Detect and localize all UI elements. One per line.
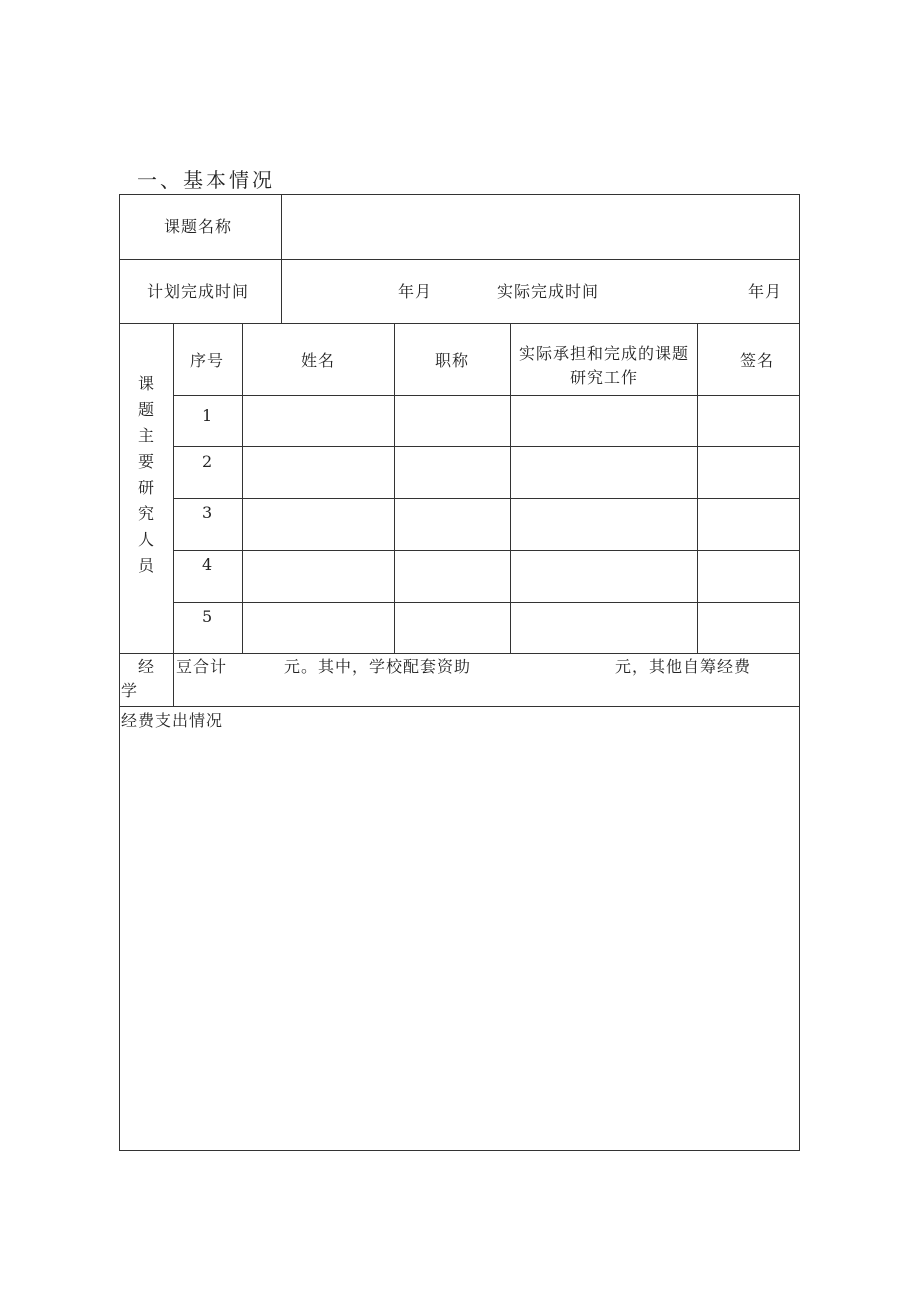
row-divider [173,446,800,447]
planned-time-unit: 年月 [398,282,433,301]
member-signature-cell[interactable] [702,555,795,597]
row-divider [173,395,800,396]
members-label-char: 题 [137,400,154,419]
members-label-char: 研 [137,478,154,497]
member-work-cell[interactable] [515,607,692,649]
member-title-cell[interactable] [399,555,505,597]
expense-label: 经费支出情况 [121,711,224,730]
project-name-field[interactable] [290,216,790,238]
header-index: 序号 [190,351,225,370]
members-label-char: 人 [137,530,154,549]
member-work-cell[interactable] [515,451,692,493]
project-name-label: 课题名称 [164,217,233,236]
row-divider [119,259,800,260]
row-divider [119,653,800,654]
row-divider [173,602,800,603]
members-label-char: 主 [137,426,154,445]
member-title-cell[interactable] [399,400,505,442]
row-divider [173,498,800,499]
row-divider [173,550,800,551]
col-divider [697,323,698,653]
funding-total-suffix: 元。其中，学校配套资助 [284,657,472,676]
member-work-cell[interactable] [515,503,692,545]
header-work: 实际承担和完成的课题研究工作 [518,344,689,387]
member-title-cell[interactable] [399,503,505,545]
member-work-cell[interactable] [515,400,692,442]
header-signature: 签名 [740,351,775,370]
row-index-4: 4 [202,555,214,574]
row-index-1: 1 [202,406,214,425]
funding-label-line2: 学 [121,681,139,700]
row-divider [119,706,800,707]
member-name-cell[interactable] [247,503,389,545]
col-divider [394,323,395,653]
row-index-3: 3 [202,503,214,522]
member-signature-cell[interactable] [702,451,795,493]
member-name-cell[interactable] [247,607,389,649]
members-section-label [134,371,158,579]
actual-time-label: 实际完成时间 [497,282,600,301]
members-label-char: 究 [137,504,154,523]
funding-label-line1: 经 [138,657,156,676]
member-name-cell[interactable] [247,451,389,493]
members-label-char: 员 [137,556,154,575]
funding-total-prefix: 豆合计 [176,657,228,676]
member-name-cell[interactable] [247,400,389,442]
member-name-cell[interactable] [247,555,389,597]
col-divider [242,323,243,653]
col-divider [173,323,174,706]
planned-time-label: 计划完成时间 [147,282,250,301]
header-title: 职称 [435,351,470,370]
col-divider [281,194,282,323]
member-title-cell[interactable] [399,607,505,649]
member-signature-cell[interactable] [702,607,795,649]
funding-other-prefix: 元，其他自筹经费 [615,657,752,676]
expense-field[interactable] [125,738,793,1143]
row-index-5: 5 [202,607,214,626]
members-label-char: 要 [137,452,154,471]
member-signature-cell[interactable] [702,503,795,545]
members-label-char: 课 [137,374,154,393]
member-signature-cell[interactable] [702,400,795,442]
section-heading: 一、基本情况 [137,168,275,192]
header-name: 姓名 [301,351,336,370]
actual-time-unit: 年月 [748,282,783,301]
col-divider [510,323,511,653]
row-index-2: 2 [202,452,214,471]
member-title-cell[interactable] [399,451,505,493]
member-work-cell[interactable] [515,555,692,597]
